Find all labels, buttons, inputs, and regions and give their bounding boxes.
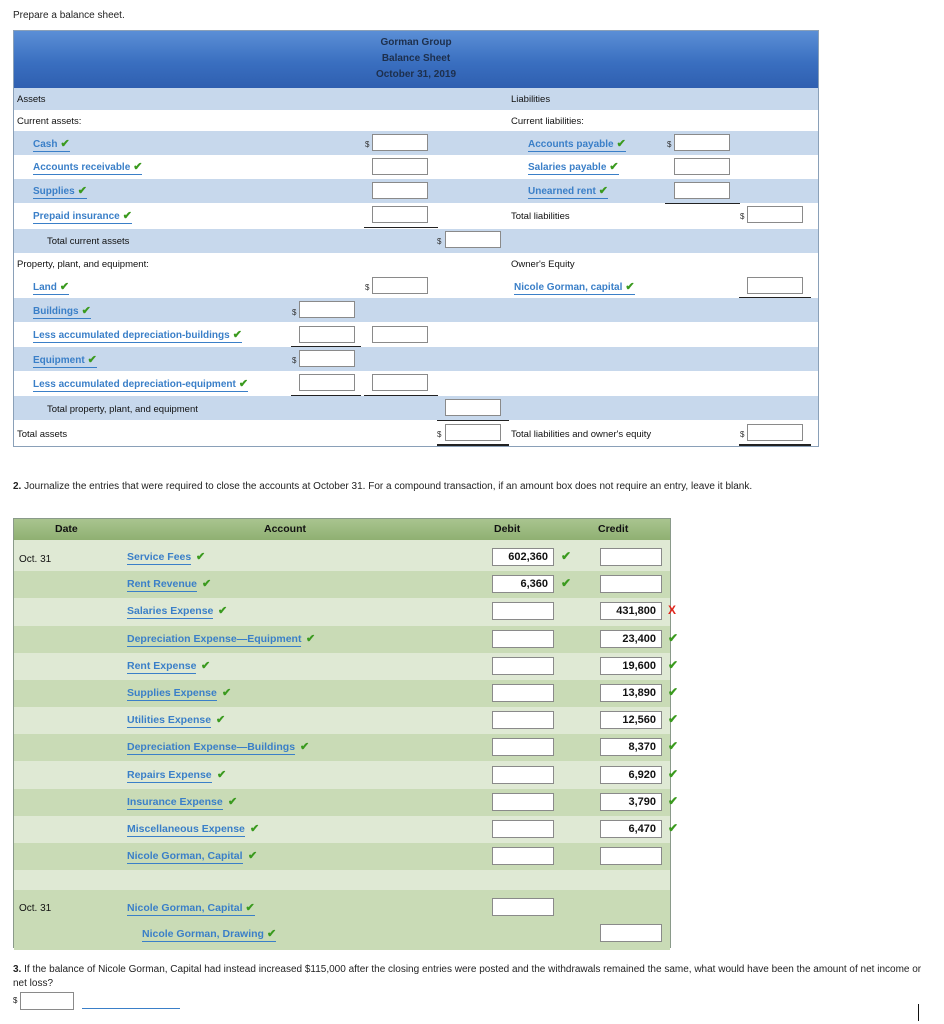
total-liabilities-label: Total liabilities [511, 211, 570, 222]
check-icon: ✔ [668, 793, 679, 808]
underline [291, 395, 361, 396]
current-liabilities-label: Current liabilities: [511, 116, 584, 127]
acct-less-acc-dep-equipment[interactable]: Less accumulated depreciation-equipment ✔ [33, 378, 249, 390]
balance-sheet-header [14, 31, 818, 88]
col-credit: Credit [598, 523, 629, 535]
check-icon: ✔ [250, 823, 260, 835]
table-row [14, 890, 670, 950]
col-account: Account [264, 523, 306, 535]
check-icon: ✔ [122, 210, 132, 222]
total-assets-input[interactable] [445, 424, 501, 441]
acct-cash[interactable]: Cash ✔ [33, 138, 70, 150]
check-icon: ✔ [228, 795, 238, 808]
journal-header [14, 519, 670, 540]
debit-input[interactable] [492, 684, 554, 702]
cross-icon: X [668, 603, 677, 618]
credit-input[interactable]: 3,790 [600, 793, 662, 811]
table-row [14, 843, 670, 870]
credit-input[interactable] [600, 575, 662, 593]
owners-equity-label: Owner's Equity [511, 259, 575, 270]
check-icon: ✔ [266, 928, 277, 940]
check-icon: ✔ [196, 551, 206, 563]
check-icon: ✔ [668, 630, 679, 645]
underline [364, 395, 438, 396]
balance-sheet [13, 30, 819, 447]
check-icon: ✔ [561, 549, 572, 563]
check-icon: ✔ [598, 185, 609, 197]
total-ppe-label: Total property, plant, and equipment [47, 404, 198, 415]
table-row [14, 571, 670, 598]
total-current-assets-label: Total current assets [47, 236, 130, 247]
check-icon: ✔ [87, 354, 97, 366]
col-debit: Debit [494, 523, 521, 535]
band [14, 298, 818, 322]
dollar-sign: $ [292, 356, 297, 365]
credit-input[interactable]: 23,400 [600, 630, 662, 648]
acct-equipment[interactable]: Equipment ✔ [33, 354, 97, 366]
equipment-net-input[interactable] [372, 374, 428, 391]
double-underline [739, 444, 811, 446]
table-row [14, 707, 679, 734]
check-icon: ✔ [616, 138, 626, 150]
journal-account-select[interactable]: Nicole Gorman, Capital ✔ [127, 902, 255, 914]
underline [739, 297, 811, 298]
credit-input[interactable] [600, 847, 662, 865]
credit-input[interactable]: 12,560 [600, 711, 662, 729]
band [14, 88, 818, 110]
check-icon: ✔ [306, 632, 316, 645]
check-icon: ✔ [668, 821, 679, 835]
table-row [14, 653, 679, 680]
table-row [14, 816, 679, 843]
check-icon: ✔ [202, 578, 212, 591]
dollar-sign: $ [667, 140, 672, 149]
debit-input[interactable] [492, 657, 554, 675]
acct-supplies[interactable]: Supplies ✔ [33, 185, 87, 197]
table-row [14, 598, 677, 625]
journal-account-select[interactable]: Service Fees [127, 551, 192, 563]
total-ppe-input[interactable] [445, 399, 501, 416]
instruction-net-income: 3. If the balance of Nicole Gorman, Capital had instead increased $115,000 after the closing entries were posted and the withdrawals remained the same, what would have been the amount of net income or net loss? [13, 964, 922, 989]
check-icon: ✔ [201, 659, 211, 672]
total-liabilities-input[interactable] [747, 206, 803, 223]
check-icon: ✔ [222, 687, 232, 699]
total-liab-equity-label: Total liabilities and owner's equity [511, 429, 652, 440]
debit-input[interactable] [492, 766, 554, 784]
check-icon: ✔ [668, 657, 679, 672]
debit-input[interactable] [492, 847, 554, 865]
journal-account-select[interactable]: Supplies Expense [127, 687, 217, 699]
table-row [14, 762, 679, 789]
acct-accounts-receivable[interactable]: Accounts receivable ✔ [33, 161, 143, 173]
supplies-amount-input[interactable] [372, 182, 428, 199]
dollar-sign: $ [292, 308, 297, 317]
check-icon: ✔ [668, 739, 679, 754]
check-icon: ✔ [625, 281, 635, 293]
acc-dep-buildings-input[interactable] [299, 326, 355, 343]
check-icon: ✔ [81, 305, 91, 317]
check-icon: ✔ [60, 138, 70, 150]
acct-buildings[interactable]: Buildings ✔ [33, 305, 91, 317]
credit-input[interactable]: 6,470 [600, 820, 662, 838]
band [14, 229, 818, 253]
journal-account-select[interactable]: Rent Revenue [127, 578, 198, 591]
debit-input[interactable] [492, 898, 554, 916]
acct-prepaid-insurance[interactable]: Prepaid insurance ✔ [33, 210, 132, 222]
journal-account-select[interactable]: Depreciation Expense—Equipment [127, 632, 302, 645]
liabilities-label: Liabilities [511, 94, 551, 105]
total-current-assets-input[interactable] [445, 231, 501, 248]
credit-input[interactable]: 8,370 [600, 738, 662, 756]
unearned-rent-input[interactable] [674, 182, 730, 199]
underline [665, 203, 740, 204]
entry-date: Oct. 31 [19, 903, 52, 914]
statement-title: Balance Sheet [381, 53, 451, 64]
check-icon: ✔ [216, 714, 226, 727]
journal-account-select[interactable]: Insurance Expense [127, 795, 223, 808]
acct-unearned-rent[interactable]: Unearned rent ✔ [528, 185, 609, 197]
dollar-sign: $ [437, 237, 442, 246]
total-liab-equity-input[interactable] [747, 424, 803, 441]
check-icon: ✔ [668, 712, 679, 727]
capital-amount-input[interactable] [747, 277, 803, 294]
entry-date: Oct. 31 [19, 554, 52, 565]
table-row [14, 680, 679, 707]
instruction-journalize: 2. Journalize the entries that were required to close the accounts at October 31. For a compound transaction, if an amount box does not require an entry, leave it blank. [13, 481, 753, 492]
text-cursor [918, 1004, 919, 1021]
acct-less-acc-dep-buildings[interactable]: Less accumulated depreciation-buildings ✔ [33, 329, 242, 341]
check-icon: ✔ [232, 329, 242, 341]
equipment-amount-input[interactable] [299, 350, 355, 367]
table-row [14, 626, 679, 653]
check-icon: ✔ [668, 685, 679, 699]
credit-input[interactable]: 19,600 [600, 657, 662, 675]
ar-amount-input[interactable] [372, 158, 428, 175]
check-icon: ✔ [59, 281, 70, 293]
prepaid-amount-input[interactable] [372, 206, 428, 223]
check-icon: ✔ [77, 185, 87, 197]
dollar-sign: $ [365, 283, 370, 292]
credit-input[interactable]: 431,800 [600, 602, 662, 620]
acc-dep-equipment-input[interactable] [299, 374, 355, 391]
journal-account-select[interactable]: Rent Expense [127, 659, 197, 672]
check-icon: ✔ [133, 161, 143, 173]
debit-input[interactable] [492, 820, 554, 838]
check-icon: ✔ [668, 766, 679, 781]
debit-input[interactable]: 6,360 [492, 575, 554, 593]
dollar-sign: $ [365, 140, 370, 149]
credit-input[interactable]: 13,890 [600, 684, 662, 702]
journal-account-select[interactable]: Miscellaneous Expense [127, 823, 245, 835]
double-underline [437, 444, 509, 446]
debit-input[interactable]: 602,360 [492, 548, 554, 566]
credit-input[interactable]: 6,920 [600, 766, 662, 784]
journal-account-select[interactable]: Utilities Expense [127, 714, 212, 727]
underline [364, 227, 438, 228]
credit-input[interactable] [600, 548, 662, 566]
net-income-input[interactable] [20, 992, 74, 1010]
cash-amount-input[interactable] [372, 134, 428, 151]
debit-input[interactable] [492, 630, 554, 648]
statement-date: October 31, 2019 [375, 69, 457, 80]
check-icon: ✔ [609, 161, 619, 173]
journal-account-select[interactable]: Nicole Gorman, Drawing ✔ [142, 928, 277, 940]
assets-label: Assets [17, 94, 46, 105]
underline [291, 346, 361, 347]
acct-land[interactable]: Land ✔ [33, 281, 70, 293]
instruction-prepare: Prepare a balance sheet. [13, 10, 125, 21]
table-row [14, 544, 670, 571]
check-icon: ✔ [217, 768, 227, 781]
credit-input[interactable] [600, 924, 662, 942]
table-row [14, 789, 679, 816]
buildings-net-input[interactable] [372, 326, 428, 343]
debit-input[interactable] [492, 793, 554, 811]
journal-table [13, 518, 679, 948]
acct-capital[interactable]: Nicole Gorman, capital ✔ [514, 281, 635, 293]
check-icon: ✔ [218, 605, 228, 618]
table-row [14, 734, 679, 761]
debit-input[interactable] [492, 602, 554, 620]
company-name: Gorman Group [380, 37, 452, 48]
dollar-sign: $ [740, 430, 745, 439]
check-icon: ✔ [245, 902, 255, 914]
journal-account-select[interactable]: Depreciation Expense—Buildings [127, 741, 296, 754]
journal-account-select[interactable]: Salaries Expense [127, 605, 214, 618]
acct-salaries-payable[interactable]: Salaries payable ✔ [528, 161, 619, 173]
ppe-label: Property, plant, and equipment: [17, 259, 149, 270]
journal-account-select[interactable]: Nicole Gorman, Capital [127, 850, 243, 863]
underline [437, 420, 509, 421]
ap-amount-input[interactable] [674, 134, 730, 151]
check-icon: ✔ [248, 850, 258, 863]
debit-input[interactable] [492, 711, 554, 729]
check-icon: ✔ [300, 741, 310, 754]
band [14, 347, 818, 371]
dollar-sign: $ [740, 212, 745, 221]
land-amount-input[interactable] [372, 277, 428, 294]
journal-account-select[interactable]: Repairs Expense [127, 768, 212, 781]
acct-accounts-payable[interactable]: Accounts payable ✔ [528, 138, 626, 150]
buildings-amount-input[interactable] [299, 301, 355, 318]
check-icon: ✔ [561, 576, 572, 591]
salaries-payable-input[interactable] [674, 158, 730, 175]
net-income-type-select[interactable] [82, 1008, 180, 1009]
total-assets-label: Total assets [17, 429, 68, 440]
dollar-sign: $ [437, 430, 442, 439]
check-icon: ✔ [238, 378, 249, 390]
col-date: Date [55, 523, 78, 535]
dollar-sign: $ [13, 996, 18, 1005]
current-assets-label: Current assets: [17, 116, 82, 127]
debit-input[interactable] [492, 738, 554, 756]
